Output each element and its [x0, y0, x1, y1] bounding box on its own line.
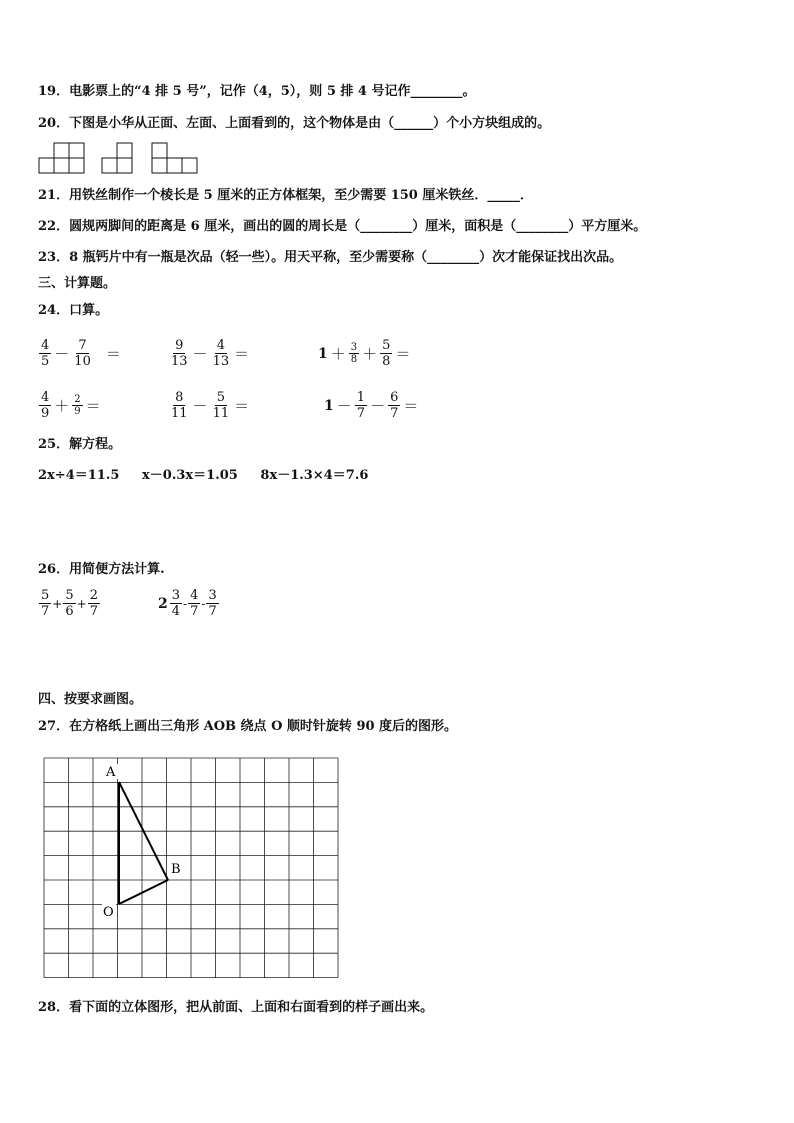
point-label-a: A	[106, 765, 116, 780]
section-4-heading: 四、按要求画图。	[38, 692, 143, 707]
grid-paper	[40, 752, 345, 982]
triangle-aob	[119, 782, 168, 904]
simplify-calc-2: 2 $\frac{3}{4}$ - $\frac{4}{7}$ - $\frac{3}{7}$	[158, 588, 217, 619]
question-25: 25．解方程。	[38, 437, 122, 452]
oral-calc-4: $\frac{4}{9}$ ＋ $\frac{2}{9}$ ＝	[41, 390, 101, 421]
question-21: 21．用铁丝制作一个棱长是 5 厘米的正方体框架，至少需要 150 厘米铁丝．_____．	[38, 188, 533, 203]
point-label-b: B	[171, 862, 181, 877]
three-views-figure	[38, 142, 208, 176]
oral-calc-2: $\frac{9}{13}$ － $\frac{4}{13}$ ＝	[171, 338, 250, 369]
question-22: 22．圆规两脚间的距离是 6 厘米，画出的圆的周长是（________）厘米，面积是（________）平方厘米。	[38, 219, 647, 234]
point-label-o: O	[103, 905, 114, 920]
question-26: 26．用简便方法计算.	[38, 562, 165, 577]
simplify-calc-1: $\frac{5}{7}$ + $\frac{5}{6}$ + $\frac{2}{7}$	[41, 588, 98, 619]
question-24: 24．口算。	[38, 303, 109, 318]
oral-calc-3: 1 ＋ $\frac{3}{8}$ ＋ $\frac{5}{8}$ ＝	[318, 338, 411, 369]
question-20: 20．下图是小华从正面、左面、上面看到的，这个物体是由（______）个小方块组成的。	[38, 116, 551, 131]
oral-calc-6: 1 － $\frac{1}{7}$ － $\frac{6}{7}$ ＝	[324, 390, 419, 421]
question-23: 23．8 瓶钙片中有一瓶是次品（轻一些）。用天平称，至少需要称（________）次才能保证找出次品。	[38, 250, 623, 265]
question-19: 19．电影票上的“4 排 5 号”，记作（4，5），则 5 排 4 号记作________。	[38, 84, 476, 99]
oral-calc-5: $\frac{8}{11}$ － $\frac{5}{11}$ ＝	[171, 390, 250, 421]
side-ob	[119, 880, 168, 904]
section-3-heading: 三、计算题。	[38, 276, 117, 291]
equations: 2x÷4＝11.5 x－0.3x＝1.05 8x－1.3×4＝7.6	[38, 468, 369, 483]
question-27: 27．在方格纸上画出三角形 AOB 绕点 O 顺时针旋转 90 度后的图形。	[38, 719, 458, 734]
oral-calc-1: $\frac{4}{5}$ － $\frac{7}{10}$ ＝	[41, 338, 121, 369]
question-28: 28．看下面的立体图形，把从前面、上面和右面看到的样子画出来。	[38, 1000, 434, 1015]
